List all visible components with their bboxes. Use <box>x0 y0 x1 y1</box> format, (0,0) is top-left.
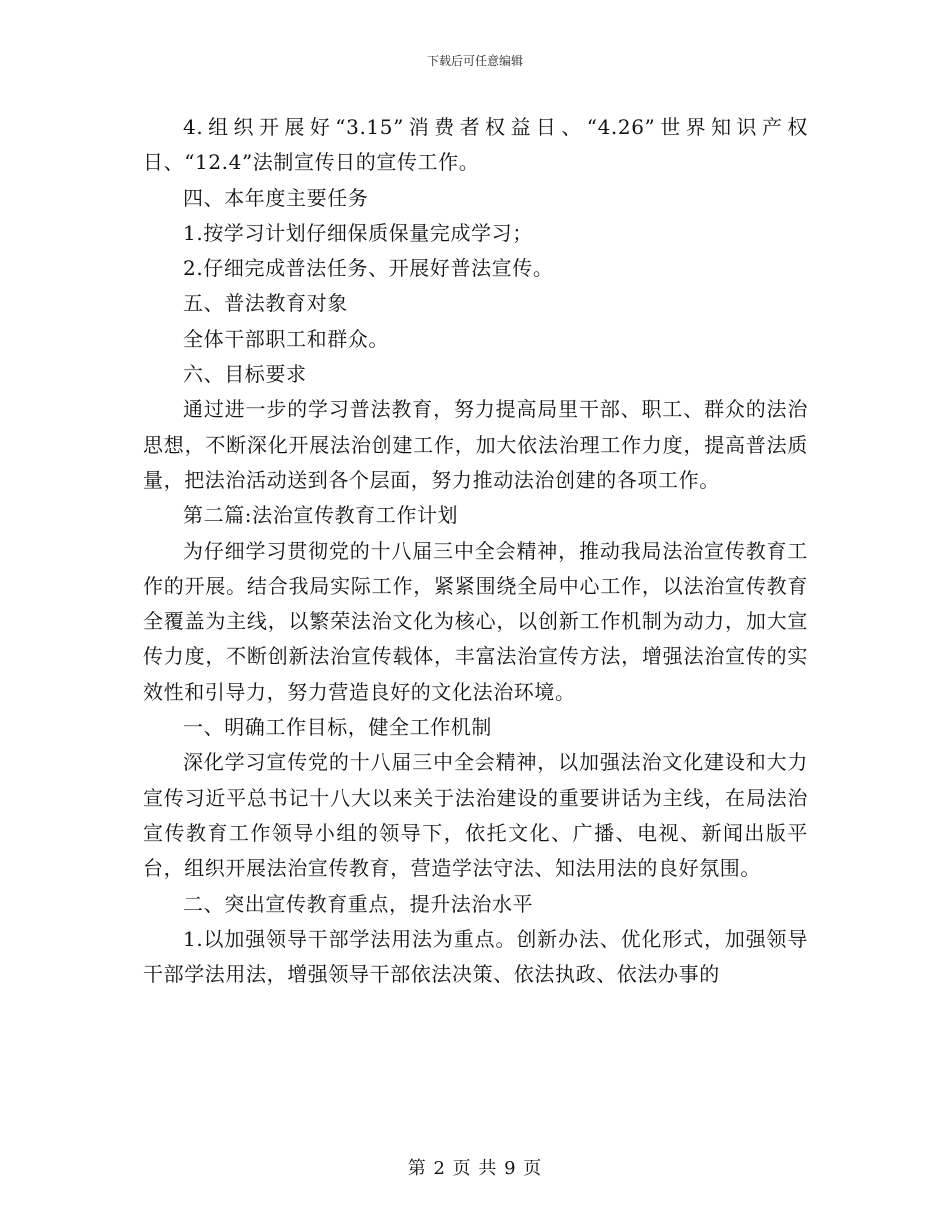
task-item-2: 2.仔细完成普法任务、开展好普法宣传。 <box>183 256 554 281</box>
paragraph-item-4: 4.组织开展好“3.15”消费者权益日、“4.26”世界知识产权日、“12.4”法制宣传日的宣传工作。 <box>143 115 808 175</box>
audience-text: 全体干部职工和群众。 <box>183 326 389 351</box>
mechanism-paragraph: 深化学习宣传党的十八届三中全会精神，以加强法治文化建设和大力宣传习近平总书记十八大以来关于法治建设的重要讲话为主线，在局法治宣传教育工作领导小组的领导下，依托文化、广播、电视、新闻出版平台，组织开展法治宣传教育，营造学法守法、知法用法的良好氛围。 <box>143 750 808 881</box>
section-heading-4: 四、本年度主要任务 <box>183 185 369 210</box>
document-body <box>143 110 808 992</box>
section-heading-5: 五、普法教育对象 <box>183 291 348 316</box>
page-number-footer: 第 2 页 共 9 页 <box>407 1158 543 1179</box>
section-heading-1: 一、明确工作目标，健全工作机制 <box>183 715 492 740</box>
section-heading-6: 六、目标要求 <box>183 362 307 387</box>
task-item-1: 1.按学习计划仔细保质保量完成学习； <box>183 220 533 245</box>
goal-paragraph: 通过进一步的学习普法教育，努力提高局里干部、职工、群众的法治思想，不断深化开展法治创建工作，加大依法治理工作力度，提高普法质量，把法治活动送到各个层面，努力推动法治创建的各项工作。 <box>143 397 808 492</box>
intro-paragraph: 为仔细学习贯彻党的十八届三中全会精神，推动我局法治宣传教育工作的开展。结合我局实际工作，紧紧围绕全局中心工作，以法治宣传教育全覆盖为主线，以繁荣法治文化为核心，以创新工作机制为动力，加大宣传力度，不断创新法治宣传载体，丰富法治宣传方法，增强法治宣传的实效性和引导力，努力营造良好的文化法治环境。 <box>143 538 808 704</box>
page-header-note: 下载后可任意编辑 <box>426 54 523 68</box>
chapter-title-2: 第二篇:法治宣传教育工作计划 <box>183 503 459 528</box>
section-heading-2: 二、突出宣传教育重点，提升法治水平 <box>183 891 534 916</box>
leaders-paragraph: 1.以加强领导干部学法用法为重点。创新办法、优化形式，加强领导干部学法用法，增强领导干部依法决策、依法执政、依法办事的 <box>143 926 808 987</box>
